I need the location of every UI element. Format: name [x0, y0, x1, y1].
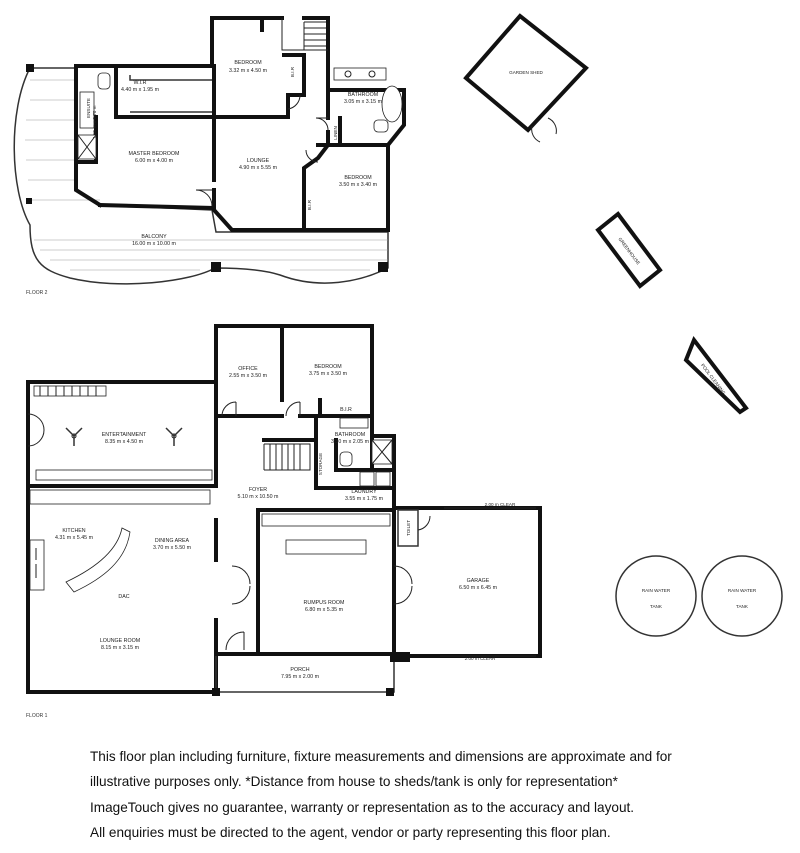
disclaimer-line: This floor plan including furniture, fixture measurements and dimensions are approximate and for — [90, 749, 672, 764]
bathroom2-name: BATHROOM — [347, 92, 379, 98]
entertainment-counter — [36, 470, 212, 480]
foyer-name: FOYER — [248, 487, 268, 493]
floor2-inner-walls — [76, 18, 388, 230]
tank2-line2: TANK — [736, 604, 748, 609]
bedroom3-name: BEDROOM — [314, 364, 342, 370]
wir-name: W.I.R — [133, 80, 147, 86]
bathroom1-name: BATHROOM — [334, 432, 366, 438]
balcony-name: BALCONY — [141, 234, 167, 240]
rain-water-tank-2 — [702, 556, 782, 636]
laundry-name: LAUNDRY — [351, 489, 377, 495]
rumpus-island — [286, 540, 366, 554]
stairs-floor2 — [282, 18, 328, 50]
bedroom3-dims: 3.75 m x 3.50 m — [309, 371, 347, 377]
rumpus-bench — [262, 514, 390, 526]
ceiling-fan-icon — [166, 428, 182, 446]
bir1-label: B.I.R — [290, 66, 295, 78]
floor-1 — [26, 326, 540, 719]
bedroom1-dims: 3.32 m x 4.50 m — [229, 68, 267, 74]
toilet-label: TOILET — [406, 520, 411, 536]
lounge1-dims: 8.15 m x 3.15 m — [101, 645, 139, 651]
door-swing — [394, 566, 412, 604]
door-swing — [232, 566, 250, 604]
bedroom2-name: BEDROOM — [344, 175, 372, 181]
garden-shed-label: GARDEN SHED — [509, 70, 543, 75]
ensuite-name: ENSUITE — [86, 98, 91, 118]
porch-name: PORCH — [290, 667, 310, 673]
bathroom-vanity — [340, 418, 368, 428]
door-swing — [286, 402, 300, 416]
deck-post — [26, 64, 34, 72]
porch-outline — [216, 654, 394, 692]
garden-shed — [466, 16, 586, 142]
door-swing — [226, 632, 244, 650]
porch-post — [386, 688, 394, 696]
kitchen-name: KITCHEN — [62, 528, 86, 534]
floor-2 — [14, 18, 404, 296]
tank2-line1: RAIN WATER — [727, 588, 757, 593]
dac-label: DAC — [118, 594, 130, 600]
bathroom1-dims: 3.30 m x 2.05 m — [331, 439, 369, 445]
deck-post — [26, 198, 32, 204]
entertainment-name: ENTERTAINMENT — [101, 432, 147, 438]
floor2-outer-walls — [76, 18, 404, 230]
laundry-tub — [360, 472, 374, 486]
floor2-label: FLOOR 2 — [26, 290, 48, 296]
laundry-machine — [376, 472, 390, 486]
clearance-bottom-label: 2.00 m CLEAR — [464, 656, 496, 661]
lounge2-name: LOUNGE — [246, 158, 270, 164]
bir3-label: B.I.R — [340, 407, 352, 413]
master-name: MASTER BEDROOM — [128, 151, 180, 157]
bir2-label: B.I.R — [307, 199, 312, 211]
bathroom-vanity — [334, 68, 386, 80]
bathroom-toilet — [374, 120, 388, 132]
clearance-top-label: 2.00 m CLEAR — [484, 502, 516, 507]
porch-post — [212, 688, 220, 696]
disclaimer-line: illustrative purposes only. *Distance from house to sheds/tank is only for representation* — [90, 774, 618, 790]
tank1-line1: RAIN WATER — [641, 588, 671, 593]
floor1-label: FLOOR 1 — [26, 713, 48, 719]
ensuite-dims: 1.85 m x 2.70 m — [92, 105, 97, 139]
wir-dims: 4.40 m x 1.95 m — [121, 87, 159, 93]
linen-label: LINEN — [333, 126, 338, 140]
rumpus-name: RUMPUS ROOM — [303, 600, 345, 606]
door-swing — [28, 414, 44, 446]
garage-dims: 6.50 m x 6.45 m — [459, 585, 497, 591]
outbuildings — [466, 16, 782, 636]
tank1-line2: TANK — [650, 604, 662, 609]
laundry-dims: 3.55 m x 1.75 m — [345, 496, 383, 502]
disclaimer-line: All enquiries must be directed to the agent, vendor or party representing this floor plan. — [90, 824, 611, 840]
disclaimer — [90, 744, 790, 845]
entertainment-bar — [34, 386, 106, 396]
bathroom2-dims: 3.05 m x 3.15 m — [344, 99, 382, 105]
pool-cleaning-label: POOL CLEANING — [699, 362, 727, 396]
foyer-dims: 5.10 m x 10.50 m — [237, 494, 279, 500]
kitchen-side-bench — [30, 540, 44, 590]
greenhouse — [598, 214, 660, 286]
balcony-hatch — [25, 80, 388, 270]
office-name: OFFICE — [238, 366, 258, 372]
bedroom2-dims: 3.50 m x 3.40 m — [339, 182, 377, 188]
ensuite-toilet — [98, 73, 110, 89]
bathtub — [382, 86, 402, 122]
balcony-deck — [14, 68, 388, 284]
rain-water-tank-1 — [616, 556, 696, 636]
disclaimer-line: ImageTouch gives no guarantee, warranty or representation as to the accuracy and layout. — [90, 799, 635, 815]
entertainment-dims: 8.35 m x 4.50 m — [105, 439, 143, 445]
deck-post — [211, 262, 221, 272]
deck-post — [378, 262, 388, 272]
pool-cleaning — [686, 340, 746, 412]
balcony-dims: 16.00 m x 10.00 m — [132, 241, 176, 247]
greenhouse-label: GREENHOUSE — [617, 236, 642, 266]
garage-name: GARAGE — [466, 578, 490, 584]
rumpus-dims: 6.80 m x 5.35 m — [305, 607, 343, 613]
storage-label: STORAGE — [318, 452, 323, 476]
dining-dims: 3.70 m x 5.50 m — [153, 545, 191, 551]
kitchen-bench — [30, 490, 210, 504]
master-dims: 6.00 m x 4.00 m — [135, 158, 173, 164]
kitchen-dims: 4.31 m x 5.45 m — [55, 535, 93, 541]
master-south-wall — [100, 205, 212, 208]
office-dims: 2.55 m x 3.50 m — [229, 373, 267, 379]
porch-dims: 7.95 m x 2.00 m — [281, 674, 319, 680]
lounge2-dims: 4.90 m x 5.55 m — [239, 165, 277, 171]
bedroom1-name: BEDROOM — [234, 60, 262, 66]
bathroom-toilet — [340, 452, 352, 466]
dining-name: DINING AREA — [154, 538, 190, 544]
stairs-floor1 — [264, 444, 310, 470]
door-swing — [418, 516, 430, 530]
lounge1-name: LOUNGE ROOM — [99, 638, 141, 644]
ceiling-fan-icon — [66, 428, 82, 446]
door-swing — [222, 402, 236, 416]
door-swing — [196, 190, 212, 206]
